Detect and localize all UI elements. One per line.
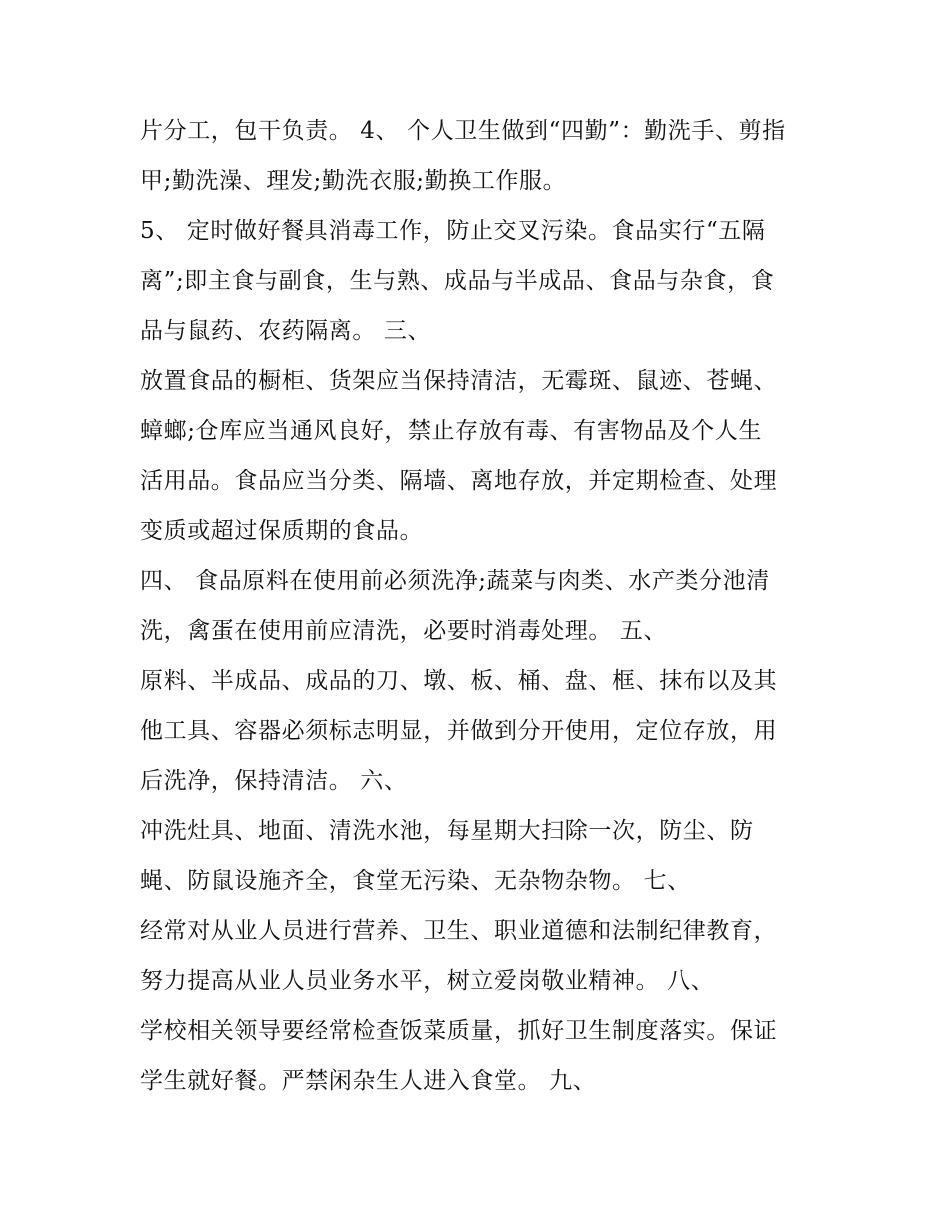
text-line: 学生就好餐。严禁闲杂生人进入食堂。 九、 [140, 1068, 597, 1094]
text-line: 后洗净，保持清洁。 六、 [140, 768, 408, 794]
text-line: 5、 定时做好餐具消毒工作，防止交叉污染。食品实行“五隔 [140, 218, 766, 244]
text-line: 变质或超过保质期的食品。 [140, 518, 424, 544]
text-line: 洗，禽蛋在使用前应清洗，必要时消毒处理。 五、 [140, 618, 668, 644]
text-line: 片分工，包干负责。 4、 个人卫生做到“四勤”：勤洗手、剪指 [140, 118, 786, 144]
text-line: 活用品。食品应当分类、隔墙、离地存放，并定期检查、处理 [140, 468, 778, 494]
text-line: 离”;即主食与副食，生与熟、成品与半成品、食品与杂食，食 [140, 268, 775, 294]
text-line: 原料、半成品、成品的刀、墩、板、桶、盘、框、抹布以及其 [140, 668, 778, 694]
text-line: 学校相关领导要经常检查饭菜质量，抓好卫生制度落实。保证 [140, 1018, 778, 1044]
text-line: 放置食品的橱柜、货架应当保持清洁，无霉斑、鼠迹、苍蝇、 [140, 368, 778, 394]
text-line: 蝇、防鼠设施齐全，食堂无污染、无杂物杂物。 七、 [140, 868, 691, 894]
text-line: 蟑螂;仓库应当通风良好，禁止存放有毒、有害物品及个人生 [140, 418, 762, 444]
text-line: 四、 食品原料在使用前必须洗净;蔬菜与肉类、水产类分池清 [140, 568, 770, 594]
text-line: 他工具、容器必须标志明显，并做到分开使用，定位存放，用 [140, 718, 778, 744]
text-line: 品与鼠药、农药隔离。 三、 [140, 318, 432, 344]
text-line: 甲;勤洗澡、理发;勤洗衣服;勤换工作服。 [140, 168, 567, 194]
body-text [140, 106, 820, 1106]
text-line: 冲洗灶具、地面、清洗水池，每星期大扫除一次，防尘、防 [140, 818, 754, 844]
text-line: 努力提高从业人员业务水平，树立爱岗敬业精神。 八、 [140, 968, 715, 994]
text-line: 经常对从业人员进行营养、卫生、职业道德和法制纪律教育， [140, 918, 778, 944]
